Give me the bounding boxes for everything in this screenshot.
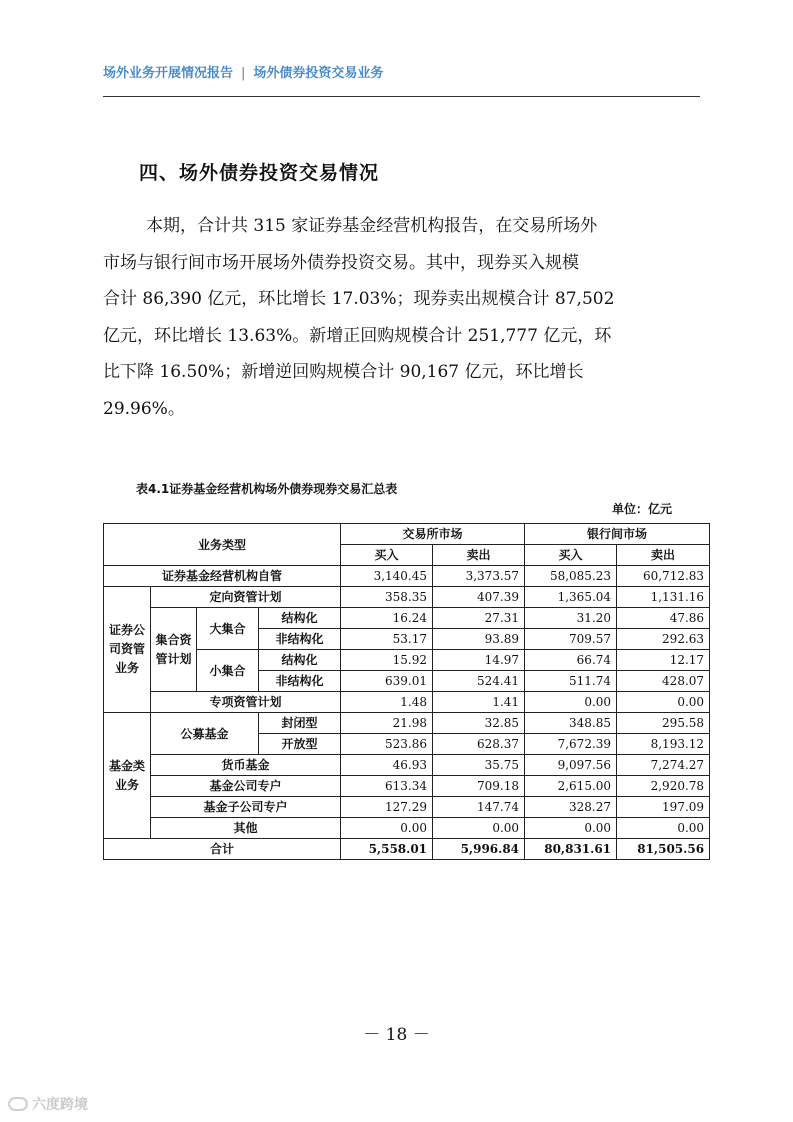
cell-value: 511.74	[525, 671, 617, 692]
section-title: 四、场外债券投资交易情况	[139, 162, 380, 184]
cell-value: 628.37	[433, 734, 525, 755]
row-label: 非结构化	[259, 671, 341, 692]
cell-value: 31.20	[525, 608, 617, 629]
total-label: 合计	[104, 839, 341, 860]
table-row	[104, 692, 710, 713]
cell-value: 0.00	[525, 818, 617, 839]
cell-value: 21.98	[341, 713, 433, 734]
header-exchange-buy: 买入	[341, 545, 433, 566]
cell-value: 0.00	[617, 692, 710, 713]
table-row	[104, 818, 710, 839]
paragraph-line: 本期，合计共 315 家证券基金经营机构报告，在交易所场外	[146, 216, 598, 236]
cell-value: 709.18	[433, 776, 525, 797]
group-small-collective: 小集合	[197, 650, 259, 692]
table-row	[104, 587, 710, 608]
cell-value: 15.92	[341, 650, 433, 671]
group-public-fund: 公募基金	[151, 713, 259, 755]
cell-value: 47.86	[617, 608, 710, 629]
cell-value: 32.85	[433, 713, 525, 734]
cell-value: 328.27	[525, 797, 617, 818]
cell-value: 709.57	[525, 629, 617, 650]
header-rule	[103, 96, 700, 97]
paragraph-line: 市场与银行间市场开展场外债券投资交易。其中，现券买入规模	[103, 252, 579, 273]
cell-value: 60,712.83	[617, 566, 710, 587]
row-label: 专项资管计划	[151, 692, 341, 713]
cell-value: 523.86	[341, 734, 433, 755]
row-label: 结构化	[259, 608, 341, 629]
cell-value: 3,373.57	[433, 566, 525, 587]
header-row	[104, 524, 710, 545]
cell-value: 147.74	[433, 797, 525, 818]
cell-value: 0.00	[617, 818, 710, 839]
cell-value: 1,131.16	[617, 587, 710, 608]
cell-value: 1.41	[433, 692, 525, 713]
header-section-title: 场外债券投资交易业务	[253, 66, 384, 81]
row-label: 封闭型	[259, 713, 341, 734]
header-separator: |	[241, 66, 246, 81]
row-label: 证券基金经营机构自管	[104, 566, 341, 587]
table-row	[104, 713, 710, 734]
table-row	[104, 608, 710, 629]
cell-value: 16.24	[341, 608, 433, 629]
group-large-collective: 大集合	[197, 608, 259, 650]
table-row	[104, 566, 710, 587]
cell-value: 14.97	[433, 650, 525, 671]
header-interbank-sell: 卖出	[617, 545, 710, 566]
total-value: 80,831.61	[525, 839, 617, 860]
row-label: 结构化	[259, 650, 341, 671]
cell-value: 8,193.12	[617, 734, 710, 755]
cell-value: 27.31	[433, 608, 525, 629]
row-label: 定向资管计划	[151, 587, 341, 608]
cell-value: 9,097.56	[525, 755, 617, 776]
cell-value: 7,274.27	[617, 755, 710, 776]
bond-trading-summary-table	[103, 523, 710, 860]
paragraph-line: 亿元，环比增长 13.63%。新增正回购规模合计 251,777 亿元，环	[103, 325, 612, 346]
cell-value: 127.29	[341, 797, 433, 818]
watermark	[8, 1094, 88, 1114]
cell-value: 53.17	[341, 629, 433, 650]
paragraph-line: 比下降 16.50%；新增逆回购规模合计 90,167 亿元，环比增长	[103, 362, 584, 382]
cell-value: 407.39	[433, 587, 525, 608]
total-row	[104, 839, 710, 860]
cell-value: 197.09	[617, 797, 710, 818]
group-securities-asset-mgmt: 证券公司资管业务	[104, 587, 151, 713]
row-label: 基金公司专户	[151, 776, 341, 797]
table-unit: 单位：亿元	[612, 502, 673, 516]
total-value: 5,996.84	[433, 839, 525, 860]
cell-value: 46.93	[341, 755, 433, 776]
body-paragraph	[103, 208, 700, 427]
cell-value: 2,920.78	[617, 776, 710, 797]
paragraph-line: 合计 86,390 亿元，环比增长 17.03%；现券卖出规模合计 87,502	[103, 289, 615, 309]
cell-value: 1,365.04	[525, 587, 617, 608]
cell-value: 524.41	[433, 671, 525, 692]
table-caption: 表4.1证券基金经营机构场外债券现券交易汇总表	[136, 482, 398, 496]
cell-value: 0.00	[433, 818, 525, 839]
cell-value: 0.00	[525, 692, 617, 713]
header-exchange-sell: 卖出	[433, 545, 525, 566]
cell-value: 295.58	[617, 713, 710, 734]
cell-value: 12.17	[617, 650, 710, 671]
cell-value: 358.35	[341, 587, 433, 608]
header-exchange-market: 交易所市场	[341, 524, 525, 545]
group-collective-plan: 集合资管计划	[151, 608, 197, 692]
row-label: 非结构化	[259, 629, 341, 650]
cell-value: 639.01	[341, 671, 433, 692]
watermark-text: 六度跨境	[32, 1097, 88, 1113]
row-label: 开放型	[259, 734, 341, 755]
group-fund-business: 基金类业务	[104, 713, 151, 839]
row-label: 其他	[151, 818, 341, 839]
watermark-logo-icon	[8, 1097, 28, 1111]
cell-value: 93.89	[433, 629, 525, 650]
cell-value: 348.85	[525, 713, 617, 734]
table-row	[104, 776, 710, 797]
total-value: 81,505.56	[617, 839, 710, 860]
header-report-title: 场外业务开展情况报告	[103, 66, 234, 81]
paragraph-line: 29.96%。	[103, 398, 185, 419]
header-interbank-market: 银行间市场	[525, 524, 710, 545]
cell-value: 66.74	[525, 650, 617, 671]
cell-value: 292.63	[617, 629, 710, 650]
cell-value: 3,140.45	[341, 566, 433, 587]
cell-value: 2,615.00	[525, 776, 617, 797]
table-row	[104, 797, 710, 818]
cell-value: 35.75	[433, 755, 525, 776]
cell-value: 0.00	[341, 818, 433, 839]
cell-value: 1.48	[341, 692, 433, 713]
cell-value: 613.34	[341, 776, 433, 797]
table-row	[104, 755, 710, 776]
row-label: 货币基金	[151, 755, 341, 776]
cell-value: 428.07	[617, 671, 710, 692]
cell-value: 58,085.23	[525, 566, 617, 587]
cell-value: 7,672.39	[525, 734, 617, 755]
total-value: 5,558.01	[341, 839, 433, 860]
page-number: － 18 －	[363, 1025, 430, 1045]
header-interbank-buy: 买入	[525, 545, 617, 566]
running-header	[103, 62, 700, 81]
row-label: 基金子公司专户	[151, 797, 341, 818]
header-business-type: 业务类型	[104, 524, 341, 566]
